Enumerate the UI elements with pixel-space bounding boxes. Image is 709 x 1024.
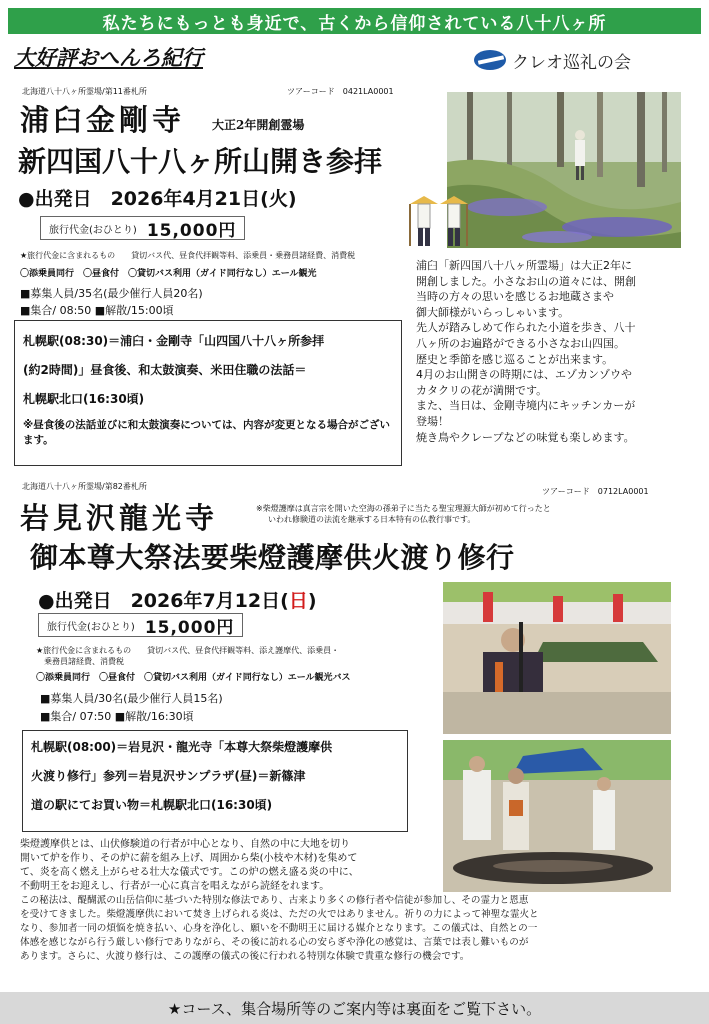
tour2-price-label: 旅行代金(おひとり) [47, 621, 135, 633]
tour1-route-line: 札幌駅北口(16:30頃) [23, 392, 145, 406]
tour2-description-line: あります。さらに、火渡り修行は、この護摩の儀式の後に行われる特別な体験で貴重な修行の機会です。 [20, 951, 470, 962]
tour1-description-line: 4月のお山開きの時期には、エゾカンゾウや [416, 368, 632, 382]
tour1-description-line: 先人が踏みしめて作られた小道を歩き、八十 [416, 321, 636, 335]
tour1-photo [447, 92, 681, 248]
tour1-tour-code: ツアーコード 0421LA0001 [287, 87, 394, 96]
tour2-description-line: 開いて炉を作り、その炉に薪を組み上げ、周囲から柴(小枝や木材)を集めて [20, 853, 358, 864]
tour1-price-box [40, 216, 245, 240]
tour2-price-box [38, 613, 243, 637]
tour1-description-line: 当時の方々の思いを感じるお地蔵さまや [416, 290, 614, 304]
tour2-departure: ●出発日 2026年7月12日(日) [38, 590, 317, 612]
tour2-options: 〇添乗員同行 〇昼食付 〇貸切バス利用（ガイド同行なし）エール観光バス [36, 673, 351, 683]
organizer-logo-icon [474, 50, 506, 70]
tour1-description-line: カタクリの花が満開です。 [416, 383, 548, 397]
tour1-forest-illustration [447, 92, 681, 248]
tour2-description-line: 柴燈護摩供とは、山伏修験道の行者が中心となり、自然の中に大地を切り [20, 839, 350, 850]
tour1-description-line: 登場！ [416, 414, 449, 428]
tour1-site: 北海道八十八ヶ所霊場/第11番札所 [22, 87, 147, 96]
tour1-price-label: 旅行代金(おひとり) [49, 224, 137, 236]
tour2-description-line: て、炎を高く燃え上がらせる壮大な儀式です。この炉の燃え盛る炎の中に、 [20, 867, 359, 878]
series-title: 大好評おへんろ紀行 [14, 46, 203, 70]
tour2-schedule: ■集合/ 07:50 ■解散/16:30頃 [40, 710, 194, 723]
organizer [474, 47, 631, 73]
tour2-description-lower [20, 894, 702, 964]
tour2-route-line: 道の駅にてお買い物＝札幌駅北口(16:30頃) [31, 798, 273, 812]
tour2-route-line: 火渡り修行」参列＝岩見沢サンプラザ(昼)＝新篠津 [31, 769, 306, 783]
tour1-route-box [14, 320, 402, 466]
tour1-description-line: 開創しました。小さなお山の道々には、開創 [416, 274, 636, 288]
tour1-headline: 新四国八十八ヶ所山開き参拝 [18, 145, 383, 178]
tour2-photo-ritual [443, 582, 671, 734]
tour1-temple-note: 大正2年開創霊場 [212, 118, 305, 132]
tour2-route-box [22, 730, 408, 832]
tour2-description-line: この秘法は、醍醐派の山岳信仰に基づいた特別な修法であり、古来より多くの修行者や信徒が参加し、その霊力と恩恵 [20, 895, 529, 906]
top-banner: 私たちにもっとも身近で、古くから信仰されている八十八ヶ所 [8, 8, 701, 34]
tour1-description-line: 歴史と季節を感じ巡ることが出来ます。 [416, 352, 614, 366]
pilgrim-illustration [406, 190, 472, 252]
tour1-description-line: 焼き鳥やクレープなどの味覚も楽しめます。 [416, 430, 635, 444]
organizer-name: クレオ巡礼の会 [512, 52, 631, 73]
tour1-description-line: 八ヶ所のお遍路ができる小さなお山四国。 [416, 336, 625, 350]
tour2-tour-code: ツアーコード 0712LA0001 [542, 487, 649, 496]
tour1-description [416, 258, 702, 445]
tour1-description-line: また、当日は、金剛寺境内にキッチンカーが [416, 399, 636, 413]
tour1-capacity: ■募集人員/35名(最少催行人員20名) [20, 287, 203, 300]
footer-notice: ★コース、集合場所等のご案内等は裏面をご覧下さい。 [0, 992, 709, 1024]
tour1-price: 15,000円 [146, 220, 237, 241]
tour2-description-line: を受けてきました。柴燈護摩供において焚き上げられる炎は、ただの火ではありません。祈りの力によって神聖な霊火と [20, 909, 539, 920]
tour1-options: 〇添乗員同行 〇昼食付 〇貸切バス利用（ガイド同行なし）エール観光 [20, 269, 317, 279]
tour1-route-line: (約2時間)」昼食後、和太鼓演奏、米田住職の法話＝ [23, 363, 307, 377]
tour2-site: 北海道八十八ヶ所霊場/第82番札所 [22, 482, 147, 491]
tour2-photo-firewalk [443, 740, 671, 892]
tour2-capacity: ■募集人員/30名(最少催行人員15名) [40, 692, 223, 705]
tour2-departure-day: 日 [288, 590, 308, 612]
tour1-route-line: 札幌駅(08:30)＝浦臼・金剛寺「山四国八十八ヶ所参拝 [23, 334, 325, 348]
tour1-description-line: 御大師様がいらっしゃいます。 [416, 305, 570, 319]
tour2-included: ★旅行代金に含まれるもの 貸切バス代、昼食代拝観等料、添え護摩代、添乗員・ 乗務員諸経費、消費税 [36, 646, 340, 666]
tour2-temple-note: ※柴燈護摩は真言宗を開いた空海の孫弟子に当たる聖宝理源大師が初めて行ったと いわれ修験道の法流を継承する日本特有の仏教行事です。 [256, 504, 551, 524]
tour2-description-upper [20, 838, 438, 894]
tour2-description-line: 体感を感じながら行う厳しい修行でありながら、その後に訪れる心の安らぎや浄化の感覚は、言葉では表し難いものが [20, 937, 529, 948]
tour1-departure: ●出発日 2026年4月21日(火) [18, 188, 297, 210]
tour2-description-line: 不動明王をお迎えし、行者が一心に真言を唱えながら読経をれます。 [20, 881, 330, 892]
tour2-headline: 御本尊大祭法要柴燈護摩供火渡り修行 [30, 541, 515, 574]
tour1-note: ※昼食後の法話並びに和太鼓演奏については、内容が変更となる場合がございます。 [23, 419, 390, 446]
tour1-schedule: ■集合/ 08:50 ■解散/15:00頃 [20, 304, 174, 317]
tour1-description-line: 浦臼「新四国八十八ヶ所霊場」は大正2年に [416, 259, 632, 272]
tour1-included: ★旅行代金に含まれるもの 貸切バス代、昼食代拝観等料、添乗員・乗務員諸経費、消費税 [20, 251, 356, 260]
tour2-description-line: なり、参加者一同の煩悩を焼き払い、心身を浄化し、願いを不動明王に届ける媒介となります。この儀式は、自然との一 [20, 923, 538, 934]
tour1-temple-name: 浦臼金剛寺 [20, 103, 186, 137]
tour2-route-line: 札幌駅(08:00)＝岩見沢・龍光寺「本尊大祭柴燈護摩供 [31, 740, 333, 754]
tour2-temple-name: 岩見沢龍光寺 [20, 501, 219, 535]
tour2-price: 15,000円 [144, 617, 235, 638]
